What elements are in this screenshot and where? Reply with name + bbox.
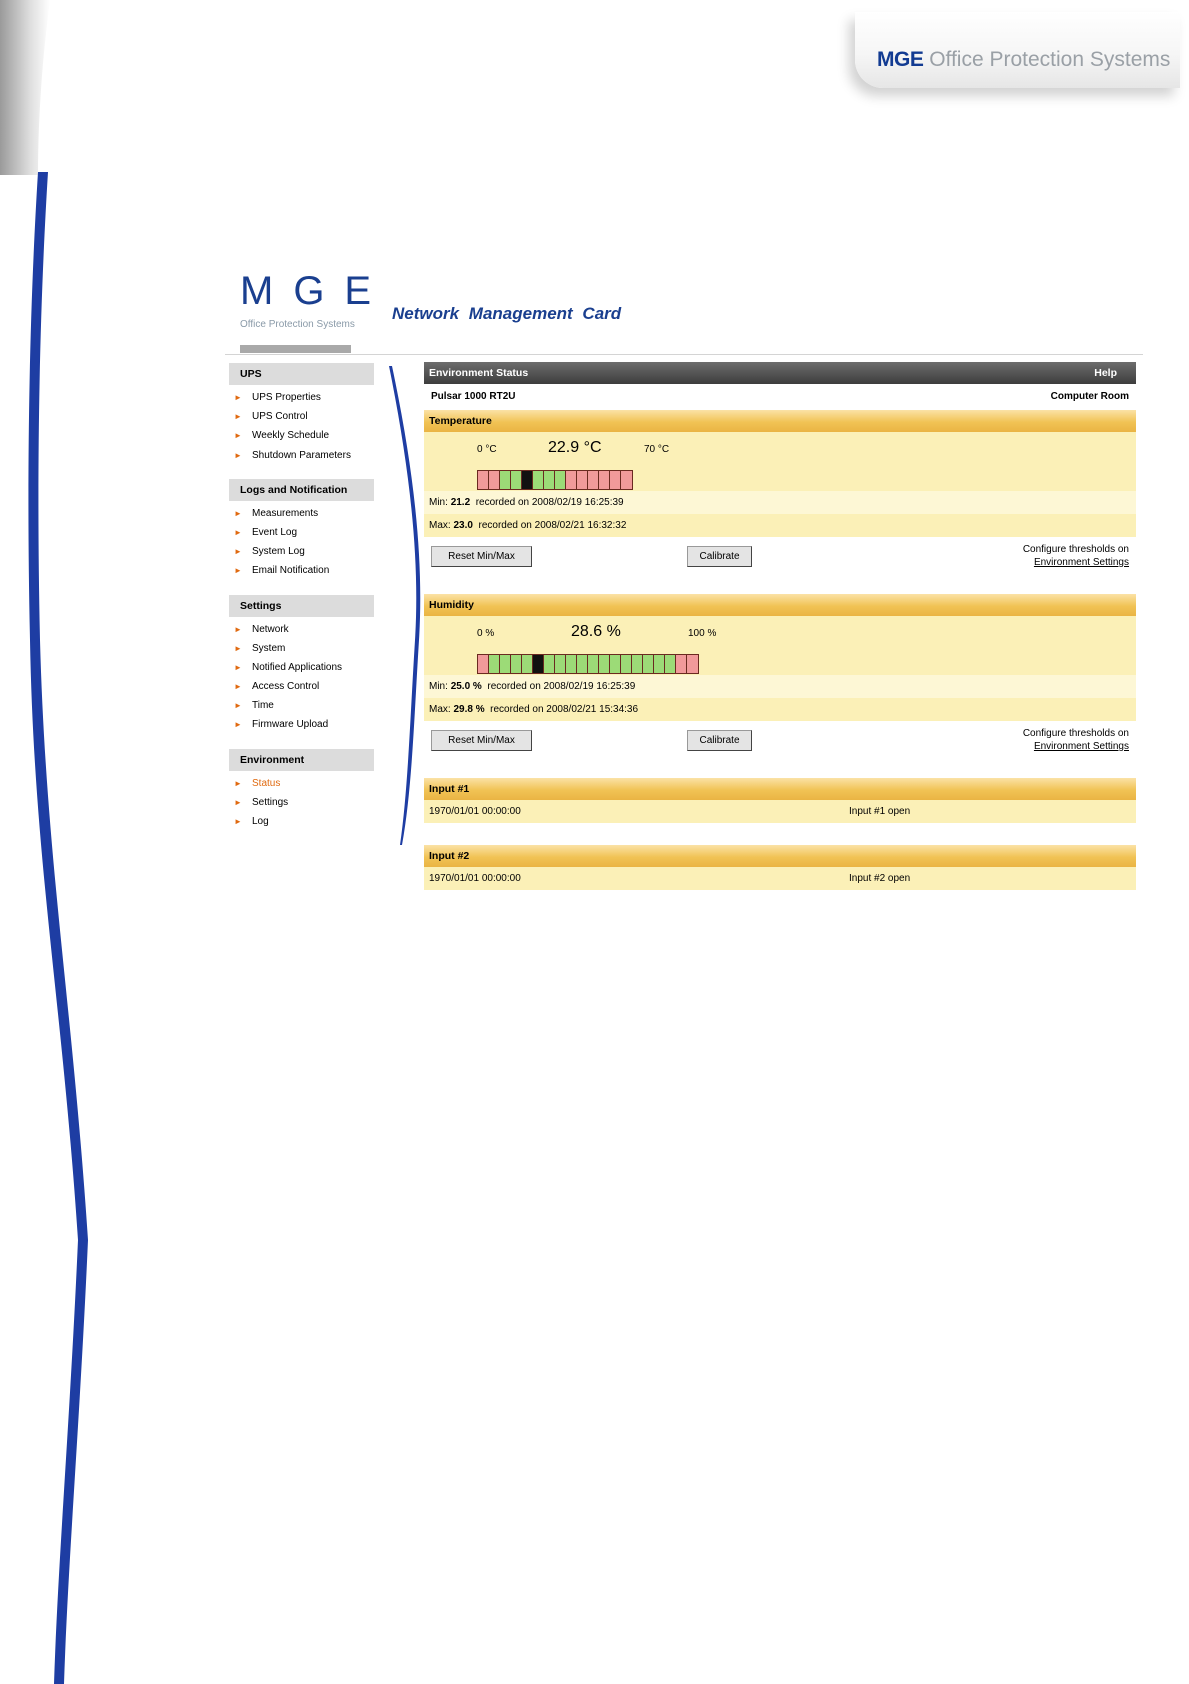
sidebar-item-label: System (252, 642, 286, 654)
gauge-max-label: 100 % (688, 628, 717, 639)
environment-settings-link[interactable]: Environment Settings (1033, 557, 1129, 568)
sidebar-item-shutdown-parameters[interactable] (229, 446, 374, 465)
bullet-arrow-icon: ► (234, 662, 242, 672)
humidity-max-row (424, 698, 1136, 721)
min-value: 21.2 (450, 497, 471, 508)
sidebar-item-access-control[interactable] (229, 677, 374, 696)
gauge-segment-green (610, 655, 621, 673)
gauge-current-value: 22.9 °C (548, 439, 602, 456)
gauge-segment-red (478, 655, 489, 673)
nav-divider-curve (389, 366, 420, 845)
sidebar-group-logs (229, 479, 374, 581)
sidebar-item-label: Event Log (252, 526, 298, 538)
gauge-current-value: 28.6 % (571, 623, 621, 640)
humidity-header: Humidity (424, 594, 1136, 616)
gauge-segment-red (566, 471, 577, 489)
bullet-arrow-icon: ► (234, 778, 242, 788)
bullet-arrow-icon: ► (234, 701, 242, 711)
max-recorded-text: recorded on 2008/02/21 16:32:32 (478, 520, 627, 531)
max-value: 23.0 (453, 520, 473, 531)
environment-settings-link[interactable]: Environment Settings (1033, 741, 1129, 752)
sidebar-item-ups-control[interactable] (229, 407, 374, 426)
gauge-segment-black (533, 655, 544, 673)
sidebar-item-email-notification[interactable] (229, 561, 374, 580)
sidebar-group-environment (229, 749, 374, 832)
configure-thresholds (1023, 543, 1129, 569)
gauge-segment-bar (477, 654, 699, 674)
reset-minmax-button[interactable]: Reset Min/Max (431, 546, 532, 567)
max-recorded-text: recorded on 2008/02/21 15:34:36 (490, 704, 639, 715)
gauge-min-label: 0 °C (477, 444, 497, 455)
gauge-segment-green (665, 655, 676, 673)
temperature-gauge (424, 432, 1136, 491)
gauge-segment-green (588, 655, 599, 673)
sidebar-item-label: Weekly Schedule (252, 430, 330, 442)
page-fold-shadow (0, 0, 50, 175)
min-prefix: Min: (429, 497, 448, 508)
gauge-segment-green (566, 655, 577, 673)
sidebar-item-event-log[interactable] (229, 523, 374, 542)
sidebar-item-system-log[interactable] (229, 542, 374, 561)
max-prefix: Max: (429, 520, 451, 531)
gauge-segment-red (687, 655, 698, 673)
humidity-gauge (424, 616, 1136, 675)
gauge-segment-red (610, 471, 621, 489)
bullet-arrow-icon: ► (234, 682, 242, 692)
input1-date: 1970/01/01 00:00:00 (429, 806, 521, 817)
sidebar-heading: Environment (229, 749, 374, 771)
bullet-arrow-icon: ► (234, 817, 242, 826)
temperature-min-row (424, 491, 1136, 514)
sidebar-item-env-settings[interactable] (229, 793, 374, 812)
bullet-arrow-icon: ► (234, 566, 242, 576)
page-title: Network Management Card (392, 304, 622, 323)
bullet-arrow-icon: ► (234, 393, 242, 402)
gauge-segment-green (654, 655, 665, 673)
gauge-segment-green (643, 655, 654, 673)
brand-mge-text: MGE (877, 48, 924, 71)
gauge-segment-green (522, 655, 533, 673)
help-link[interactable]: Help (1094, 367, 1117, 379)
main-content (424, 362, 1136, 890)
bullet-arrow-icon: ► (234, 720, 242, 730)
sidebar-item-label: Log (252, 816, 269, 827)
min-recorded-text: recorded on 2008/02/19 16:25:39 (475, 497, 624, 508)
input1-header: Input #1 (424, 778, 1136, 800)
input2-date: 1970/01/01 00:00:00 (429, 873, 521, 884)
gauge-segment-green (511, 655, 522, 673)
logo-letters: MGE (240, 269, 392, 313)
brand-subtitle-text: Office Protection Systems (929, 48, 1171, 71)
bullet-arrow-icon: ► (234, 797, 242, 807)
gauge-segment-green (500, 655, 511, 673)
max-prefix: Max: (429, 704, 451, 715)
sidebar-group-ups (229, 363, 374, 465)
left-blue-curve (28, 172, 88, 1240)
gauge-segment-green (489, 655, 500, 673)
input1-row (424, 800, 1136, 823)
sidebar-heading: UPS (229, 363, 374, 385)
gauge-segment-black (522, 471, 533, 489)
sidebar-item-time[interactable] (229, 696, 374, 715)
min-value: 25.0 % (450, 681, 482, 692)
min-prefix: Min: (429, 681, 448, 692)
sidebar-item-label: UPS Properties (252, 392, 321, 403)
humidity-min-row (424, 675, 1136, 698)
gauge-segment-green (599, 655, 610, 673)
sidebar-item-label: Settings (252, 796, 289, 808)
bullet-arrow-icon: ► (234, 450, 242, 460)
device-info-row (424, 384, 1136, 410)
sidebar-item-weekly-schedule[interactable] (229, 426, 374, 445)
header-divider (225, 354, 1143, 355)
sidebar-item-label: Email Notification (252, 565, 330, 577)
sidebar-item-label: Access Control (252, 681, 320, 693)
logo-bar (240, 345, 351, 353)
gauge-segment-green (544, 655, 555, 673)
sidebar-item-label: Measurements (252, 507, 319, 519)
sidebar-item-label: Shutdown Parameters (252, 449, 351, 461)
gauge-segment-green (500, 471, 511, 489)
sidebar-item-label: System Log (252, 546, 305, 558)
brand-header-tab (855, 12, 1180, 88)
device-model: Pulsar 1000 RT2U (431, 391, 516, 402)
sidebar-item-label: Notified Applications (252, 661, 343, 673)
gauge-segment-bar (477, 470, 633, 490)
bullet-arrow-icon: ► (234, 624, 242, 634)
gauge-segment-green (555, 655, 566, 673)
gauge-segment-red (588, 471, 599, 489)
logo-tagline: Office Protection Systems (240, 319, 355, 330)
configure-thresholds (1023, 727, 1129, 753)
humidity-actions (424, 721, 1136, 778)
sidebar-item-notified-applications[interactable] (229, 658, 374, 677)
sidebar-item-env-log[interactable] (229, 812, 374, 831)
sidebar-item-label: Firmware Upload (252, 719, 329, 731)
sidebar-item-label: Status (252, 777, 281, 789)
bullet-arrow-icon: ► (234, 527, 242, 537)
input2-state: Input #2 open (849, 873, 911, 884)
section-title: Environment Status (429, 367, 529, 379)
configure-text: Configure thresholds on (1022, 728, 1129, 739)
gauge-segment-green (511, 471, 522, 489)
temperature-actions (424, 537, 1136, 594)
temperature-header: Temperature (424, 410, 1136, 432)
gauge-segment-green (632, 655, 643, 673)
min-recorded-text: recorded on 2008/02/19 16:25:39 (487, 681, 636, 692)
sidebar-item-label: Time (252, 700, 274, 712)
temperature-max-row (424, 514, 1136, 537)
sidebar-heading: Logs and Notification (229, 479, 374, 501)
bullet-arrow-icon: ► (234, 508, 242, 518)
gauge-segment-green (577, 655, 588, 673)
gauge-segment-red (676, 655, 687, 673)
gauge-segment-red (478, 471, 489, 489)
sidebar (229, 363, 374, 845)
gauge-segment-green (555, 471, 566, 489)
mge-logo (240, 271, 391, 353)
input2-header: Input #2 (424, 845, 1136, 867)
gauge-segment-red (621, 471, 632, 489)
bullet-arrow-icon: ► (234, 412, 242, 422)
sidebar-group-settings (229, 595, 374, 735)
section-spacer (424, 823, 1136, 845)
environment-status-header (424, 362, 1136, 384)
bullet-arrow-icon: ► (234, 431, 242, 441)
gauge-segment-red (489, 471, 500, 489)
device-location: Computer Room (1050, 391, 1129, 402)
gauge-segment-red (599, 471, 610, 489)
sidebar-item-status[interactable] (229, 774, 374, 793)
sidebar-item-label: Network (252, 623, 289, 635)
sidebar-item-measurements[interactable] (229, 504, 374, 523)
calibrate-button[interactable]: Calibrate (687, 546, 752, 567)
max-value: 29.8 % (453, 704, 485, 715)
input1-state: Input #1 open (849, 806, 911, 817)
sidebar-item-firmware-upload[interactable] (229, 715, 374, 734)
configure-text: Configure thresholds on (1022, 544, 1129, 555)
sidebar-item-system[interactable] (229, 639, 374, 658)
reset-minmax-button[interactable]: Reset Min/Max (431, 730, 532, 751)
gauge-segment-green (533, 471, 544, 489)
gauge-segment-green (621, 655, 632, 673)
bullet-arrow-icon: ► (234, 643, 242, 653)
gauge-segment-red (577, 471, 588, 489)
sidebar-item-network[interactable] (229, 620, 374, 639)
sidebar-item-label: UPS Control (252, 411, 308, 423)
sidebar-item-ups-properties[interactable] (229, 388, 374, 407)
gauge-min-label: 0 % (477, 628, 495, 639)
calibrate-button[interactable]: Calibrate (687, 730, 752, 751)
input2-row (424, 867, 1136, 890)
bullet-arrow-icon: ► (234, 547, 242, 557)
gauge-max-label: 70 °C (644, 444, 670, 455)
sidebar-heading: Settings (229, 595, 374, 617)
gauge-segment-green (544, 471, 555, 489)
